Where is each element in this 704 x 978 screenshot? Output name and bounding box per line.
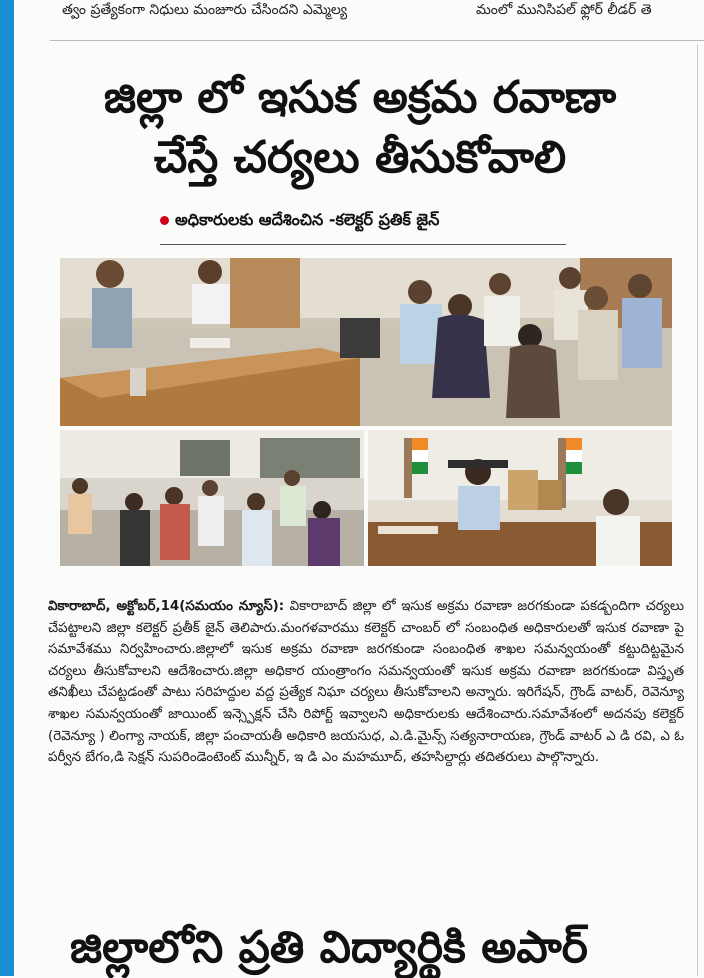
subheadline-text: అధికారులకు ఆదేశించిన -కలెక్టర్ ప్రతిక్ జైన్ xyxy=(175,210,440,229)
previous-article-text-right: మంలో మునిసిపల్ ఫ్లోర్ లీడర్ తె xyxy=(476,2,652,18)
collector-photo xyxy=(368,430,672,566)
bullet-icon xyxy=(160,216,169,225)
meeting-photo-participants xyxy=(60,430,364,566)
previous-articles-strip xyxy=(14,0,704,40)
column-divider xyxy=(697,44,698,976)
article-body-text: వికారాబాద్ జిల్లా లో ఇసుక అక్రమ రవాణా జరగకుండా పకడ్బందిగా చర్యలు చేపట్టాలని జిల్లా కలెక్టర్ ప్రతీక్ జైన్ తెలిపారు.మంగళవారము కలెక్టర్ చాంబర్ లో సంబంధిత అధికారులతో ఇసుక రవాణా పై సమావేశము నిర్వహించారు.జిల్లాలో ఇసుక అక్రమ రవాణా జరగకుండా సంబంధిత శాఖల సమన్వయంతో కట్టుదిట్టమైన చర్యలు తీసుకోవాలని ఆదేశించారు.జిల్లా అధికార యంత్రాంగం సమన్వయంతో ఇసుక అక్రమ రవాణా జరగకుండా విస్తృత తనిఖీలు చేపట్టడంతో పాటు సరిహద్దుల వద్ద ప్రత్యేక నిఘా చర్యలు తీసుకోవాలని అన్నారు. ఇరిగేషన్, గ్రౌండ్ వాటర్, రెవెన్యూ శాఖల సమన్వయంతో జాయింట్ ఇన్స్పెక్షన్ చేసి రిపోర్ట్ ఇవ్వాలని అధికారులకు ఆదేశించారు.సమావేశంలో అదనపు కలెక్టర్ (రెవెన్యూ ) లింగ్యా నాయక్, జిల్లా పంచాయతీ అధికారి జయసుధ, ఎ.డి.మైన్స్ సత్యనారాయణ, గ్రౌండ్ వాటర్ ఎ డి రవి, ఎ ఓ పర్వీన బేగం,డి సెక్షన్ సుపరిండెంటెంట్ మున్నీర్, ఇ డి ఎం మహమూద్, తహసిల్దార్లు తదితరులు పాల్గొన్నారు. xyxy=(48,599,685,766)
article-dateline: వికారాబాద్, అక్టోబర్,14(సమయం న్యూస్): xyxy=(48,599,285,614)
top-divider xyxy=(50,40,704,41)
subheadline-underline xyxy=(160,244,566,245)
meeting-photo-main xyxy=(60,258,672,426)
previous-article-text-left: త్వం ప్రత్యేకంగా నిధులు మంజూరు చేసిందని ఎమ్మెల్య xyxy=(62,2,348,18)
left-margin-bar xyxy=(0,0,14,976)
article-body xyxy=(48,596,684,769)
headline-line-1: జిల్లా లో ఇసుక అక్రమ రవాణా xyxy=(103,72,617,123)
headline-line-2: చేస్తే చర్యలు తీసుకోవాలి xyxy=(153,132,567,183)
next-article-headline: జిల్లాలోని ప్రతి విద్యార్థికి అపార్ xyxy=(70,922,588,973)
subheadline xyxy=(160,210,439,233)
